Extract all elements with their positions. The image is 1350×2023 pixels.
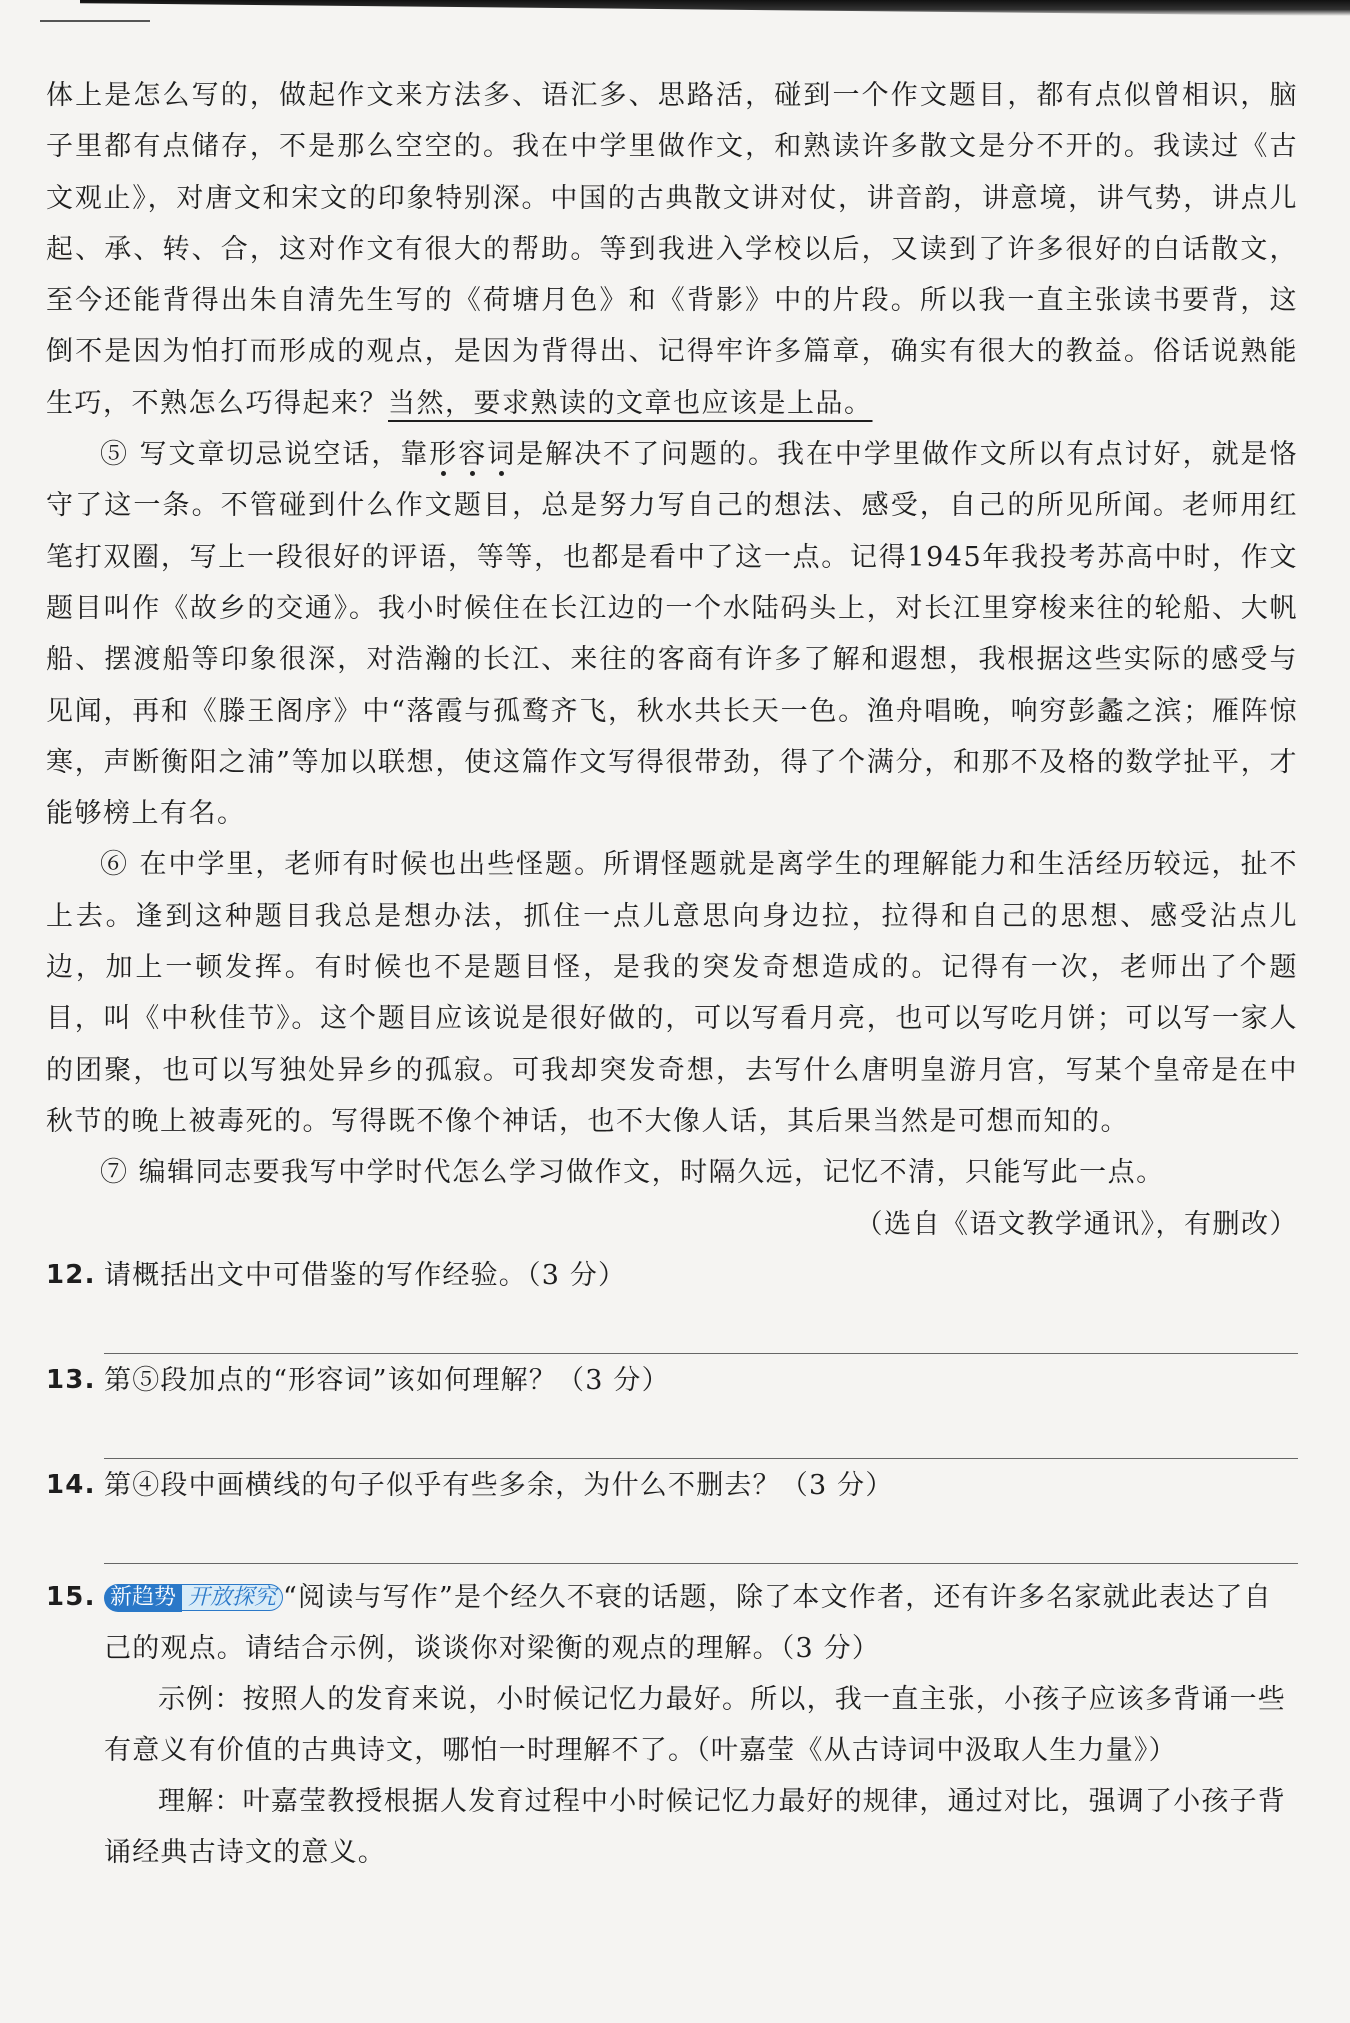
paragraph-5-start: ⑤ 写文章切忌说空话，靠 <box>100 439 430 471</box>
page-content <box>46 70 1298 1878</box>
understanding-paragraph: 理解：叶嘉莹教授根据人发育过程中小时候记忆力最好的规律，通过对比，强调了小孩子背诵经典古诗文的意义。 <box>104 1785 1286 1868</box>
question-number: 14. <box>46 1469 96 1500</box>
paragraph-4-text: 体上是怎么写的，做起作文来方法多、语汇多、思路活，碰到一个作文题目，都有点似曾相识，脑子里都有点储存，不是那么空空的。我在中学里做作文，和熟读许多散文是分不开的。我读过《古文观止》，对唐文和宋文的印象特别深。中国的古典散文讲对仗，讲音韵，讲意境，讲气势，讲点儿起、承、转、合，这对作文有很大的帮助。等到我进入学校以后，又读到了许多很好的白话散文，至今还能背得出朱自清先生写的《荷塘月色》和《背影》中的片段。所以我一直主张读书要背，这倒不是因为怕打而形成的观点，是因为背得出、记得牢许多篇章，确实有很大的教益。俗话说熟能生巧，不熟怎么巧得起来？ <box>46 80 1298 419</box>
page-top-edge-shadow <box>80 0 1350 16</box>
source-citation: （选自《语文教学通讯》，有删改） <box>855 1208 1298 1240</box>
question-15 <box>46 1572 1298 1674</box>
question-number: 15. <box>46 1581 96 1612</box>
page-top-rule <box>40 20 150 22</box>
underlined-sentence: 当然，要求熟读的文章也应该是上品。 <box>388 387 873 419</box>
dotted-char-3: 词 <box>487 439 517 471</box>
dotted-char-2: 容 <box>458 439 488 471</box>
paragraph-4 <box>46 70 1298 429</box>
question-text: 请概括出文中可借鉴的写作经验。（3 分） <box>104 1259 627 1291</box>
question-text: 第④段中画横线的句子似乎有些多余，为什么不删去？（3 分） <box>104 1469 894 1501</box>
dotted-char-1: 形 <box>429 439 459 471</box>
question-text <box>104 1572 1298 1674</box>
question-14 <box>46 1460 1298 1511</box>
answer-line-13[interactable] <box>104 1406 1298 1459</box>
example-paragraph: 示例：按照人的发育来说，小时候记忆力最好。所以，我一直主张，小孩子应该多背诵一些有意义有价值的古典诗文，哪怕一时理解不了。（叶嘉莹《从古诗词中汲取人生力量》） <box>104 1683 1286 1766</box>
answer-line-12[interactable] <box>104 1301 1298 1354</box>
question-13 <box>46 1355 1298 1406</box>
paragraph-5-rest: 是解决不了问题的。我在中学里做作文所以有点讨好，就是恪守了这一条。不管碰到什么作文题目，总是努力写自己的想法、感受，自己的所见所闻。老师用红笔打双圈，写上一段很好的评语，等等，也都是看中了这一点。记得1945年我投考苏高中时，作文题目叫作《故乡的交通》。我小时候住在长江边的一个水陆码头上，对长江里穿梭来往的轮船、大帆船、摆渡船等印象很深，对浩瀚的长江、来往的客商有许多了解和遐想，我根据这些实际的感受与见闻，再和《滕王阁序》中“落霞与孤鹜齐飞，秋水共长天一色。渔舟唱晚，响穷彭蠡之滨；雁阵惊寒，声断衡阳之浦”等加以联想，使这篇作文写得很带劲，得了个满分，和那不及格的数学扯平，才能够榜上有名。 <box>46 439 1299 830</box>
trend-tag: 新趋势 <box>104 1584 182 1612</box>
question-number: 13. <box>46 1364 96 1395</box>
question-text: 第⑤段加点的“形容词”该如何理解？（3 分） <box>104 1364 670 1396</box>
question-15-body: “阅读与写作”是个经久不衰的话题，除了本文作者，还有许多名家就此表达了自己的观点。请结合示例，谈谈你对梁衡的观点的理解。（3 分） <box>104 1581 1272 1664</box>
paragraph-6: ⑥ 在中学里，老师有时候也出些怪题。所谓怪题就是离学生的理解能力和生活经历较远，扯不上去。逢到这种题目我总是想办法，抓住一点儿意思向身边拉，拉得和自己的思想、感受沾点儿边，加上一顿发挥。有时候也不是题目怪，是我的突发奇想造成的。记得有一次，老师出了个题目，叫《中秋佳节》。这个题目应该说是很好做的，可以写看月亮，也可以写吃月饼；可以写一家人的团聚，也可以写独处异乡的孤寂。可我却突发奇想，去写什么唐明皇游月宫，写某个皇帝是在中秋节的晚上被毒死的。写得既不像个神话，也不大像人话，其后果当然是可想而知的。 <box>46 849 1298 1137</box>
question-12 <box>46 1250 1298 1301</box>
open-inquiry-tag: 开放探究 <box>182 1584 283 1611</box>
answer-line-14[interactable] <box>104 1511 1298 1564</box>
paragraph-7: ⑦ 编辑同志要我写中学时代怎么学习做作文，时隔久远，记忆不清，只能写此一点。 <box>100 1157 1165 1189</box>
question-number: 12. <box>46 1259 96 1290</box>
paragraph-5 <box>46 429 1298 839</box>
